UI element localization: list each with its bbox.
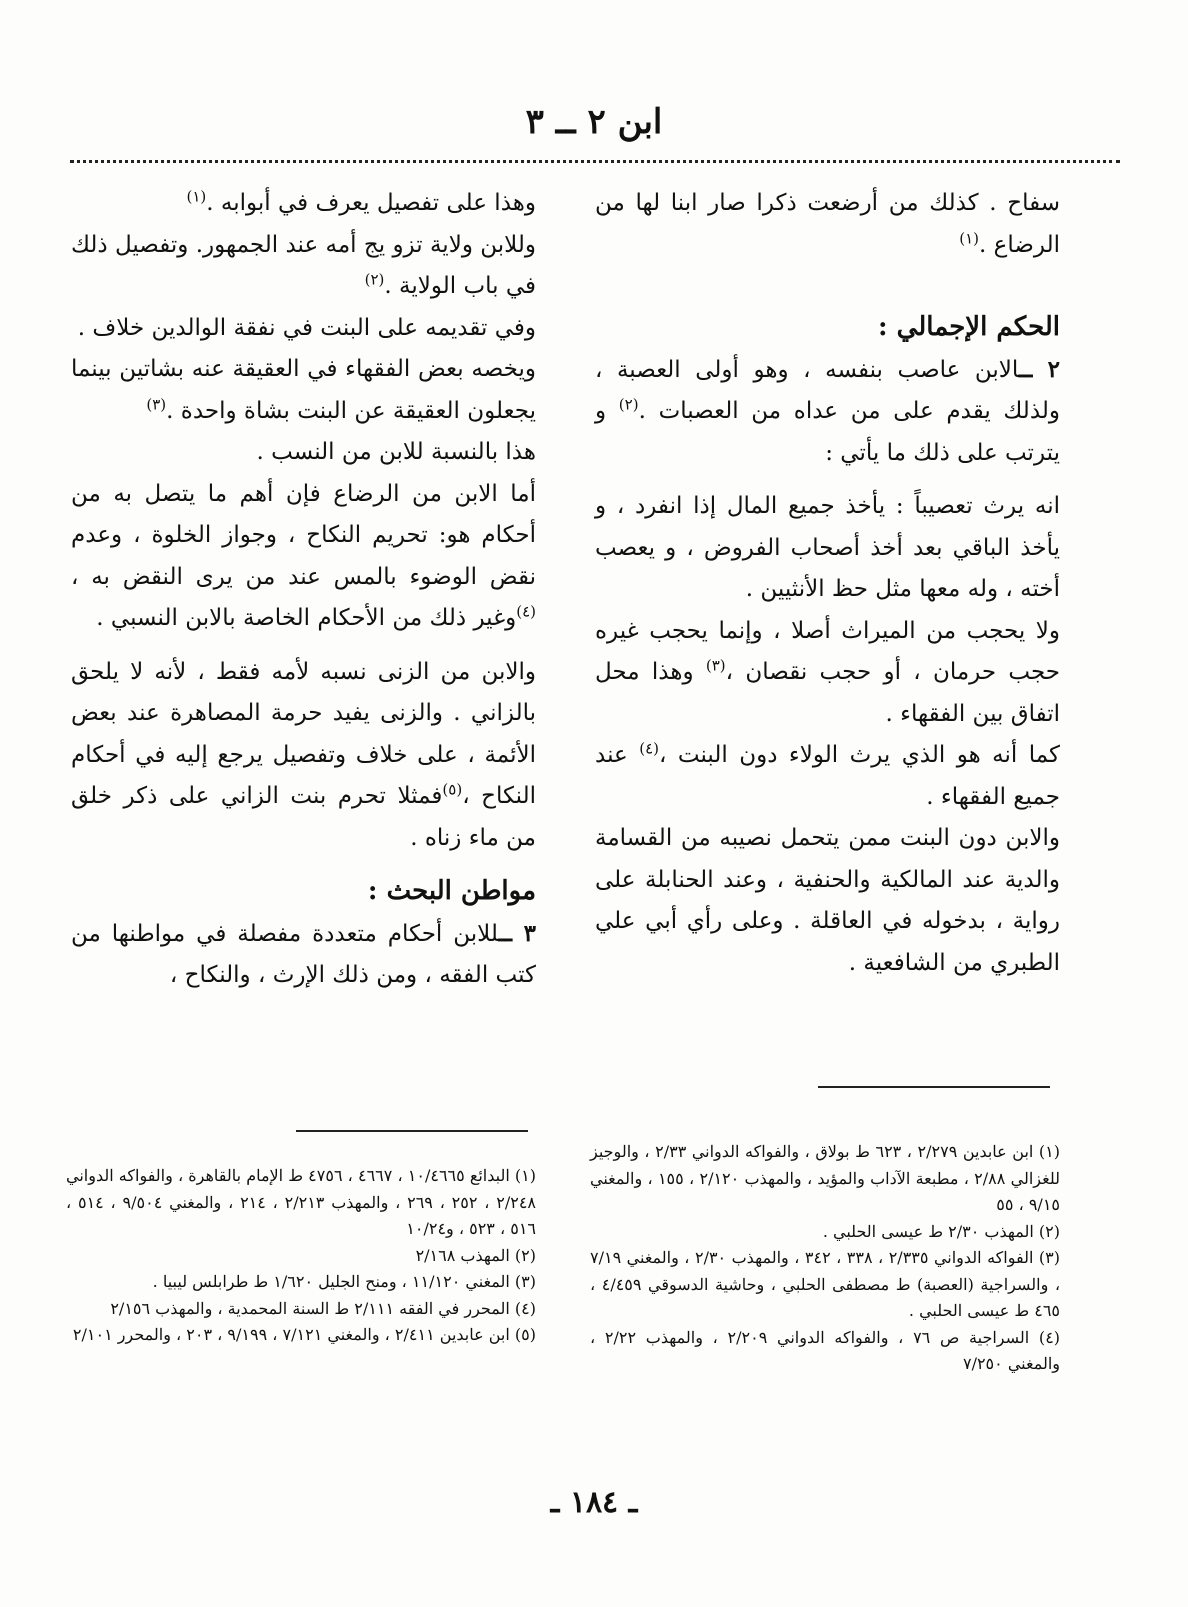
- section-heading: مواطن البحث :: [367, 876, 536, 906]
- page-header: ابن ٢ ــ ٣: [525, 102, 663, 142]
- footnotes-right: [590, 1139, 1060, 1378]
- left-column: [71, 183, 536, 997]
- footnotes-left: [66, 1163, 536, 1349]
- footnote-separator-right: [818, 1086, 1050, 1088]
- footnote: (١) ابن عابدين ٢/٢٧٩ ، ٦٢٣ ط بولاق ، والفواكه الدواني ٢/٣٣ ، والوجيز للغزالي ٢/٨٨ ، مطبعة الآداب والمؤيد ، والمهذب ٢/١٢٠ ، ١٥٥ ، والمغني ٩/١٥ ، ٥٥: [590, 1142, 1061, 1214]
- paragraph: ٣ ــللابن أحكام متعددة مفصلة في مواطنها من كتب الفقه ، ومن ذلك الإرث ، والنكاح ،: [71, 919, 536, 988]
- right-column: [595, 183, 1060, 984]
- footnote: (٢) المهذب ٢/١٦٨: [415, 1245, 536, 1265]
- paragraph: هذا بالنسبة للابن من النسب .: [256, 439, 536, 465]
- footnote-separator-left: [296, 1130, 528, 1132]
- paragraph: والابن دون البنت ممن يتحمل نصيبه من القسامة والدية عند المالكية والحنفية ، وعند الحنابلة على رواية ، بدخوله في العاقلة . وعلى رأي أبي علي الطبري من الشافعية .: [595, 825, 1060, 976]
- footnote: (٢) المهذب ٢/٣٠ ط عيسى الحلبي .: [822, 1221, 1060, 1241]
- section-heading: الحكم الإجمالي :: [878, 312, 1060, 342]
- footnote: (١) البدائع ١٠/٤٦٦٥ ، ٤٦٦٧ ، ٤٧٥٦ ط الإمام بالقاهرة ، والفواكه الدواني ٢/٢٤٨ ، ٢٥٢ ، ٢٦٩ ، والمهذب ٢/٢١٣ ، ٢١٤ ، والمغني ٩/٥٠٤ ، ٥١٤ ، ٥١٦ ، ٥٢٣ ، و١٠/٢٤: [66, 1166, 537, 1238]
- paragraph: وهذا على تفصيل يعرف في أبوابه .$^{(١)}$: [186, 187, 536, 216]
- header-dotted-rule: [70, 160, 1120, 163]
- page-number: ـ ١٨٤ ـ: [550, 1485, 638, 1520]
- paragraph: ٢ ــالابن عاصب بنفسه ، وهو أولى العصبة ، ولذلك يقدم على من عداه من العصبات .$^{(٢)}$ و يترتب على ذلك ما يأتي :: [595, 355, 1061, 466]
- footnote: (٤) المحرر في الفقه ٢/١١١ ط السنة المحمدية ، والمهذب ٢/١٥٦: [110, 1298, 536, 1318]
- paragraph: وللابن ولاية تزو يج أمه عند الجمهور. وتفصيل ذلك في باب الولاية .$^{(٢)}$: [71, 231, 536, 299]
- paragraph: انه يرث تعصيباً : يأخذ جميع المال إذا انفرد ، و يأخذ الباقي بعد أخذ أصحاب الفروض ، و يعصب أخته ، وله معها مثل حظ الأنثيين .: [595, 493, 1060, 602]
- paragraph: وفي تقديمه على البنت في نفقة الوالدين خلاف .: [77, 314, 536, 341]
- footnote: (٥) ابن عابدين ٢/٤١١ ، والمغني ٧/١٢١ ، ٩/١٩٩ ، ٢٠٣ ، والمحرر ٢/١٠١: [72, 1325, 536, 1344]
- paragraph: والابن من الزنى نسبه لأمه فقط ، لأنه لا يلحق بالزاني . والزنى يفيد حرمة المصاهرة عند بعض الأئمة ، على خلاف وتفصيل يرجع إليه في أحكام النكاح ،$^{(٥)}$فمثلا تحرم بنت الزاني على ذكر خلق من ماء زناه .: [71, 658, 536, 851]
- paragraph: أما الابن من الرضاع فإن أهم ما يتصل به من أحكام هو: تحريم النكاح ، وجواز الخلوة ، وعدم نقض الوضوء بالمس عند من يرى النقض به ،$^{(٤)}$وغير ذلك من الأحكام الخاصة بالابن النسبي .: [71, 480, 536, 631]
- paragraph: كما أنه هو الذي يرث الولاء دون البنت ،$^{(٤)}$ عند جميع الفقهاء .: [595, 739, 1060, 810]
- footnote: (٣) الفواكه الدواني ٢/٣٣٥ ، ٣٣٨ ، ٣٤٢ ، والمهذب ٢/٣٠ ، والمغني ٧/١٩ ، والسراجية (العصبة) ط مصطفى الحلبي ، وحاشية الدسوقي ٤/٤٥٩ ، ٤٦٥ ط عيسى الحلبي .: [590, 1248, 1061, 1320]
- paragraph: سفاح . كذلك من أرضعت ذكرا صار ابنا لها من الرضاع .$^{(١)}$: [595, 190, 1060, 258]
- paragraph: ويخصه بعض الفقهاء في العقيقة عنه بشاتين بينما يجعلون العقيقة عن البنت بشاة واحدة .$^{(٣)}$: [71, 356, 536, 424]
- paragraph: ولا يحجب من الميراث أصلا ، وإنما يحجب غيره حجب حرمان ، أو حجب نقصان ،$^{(٣)}$ وهذا محل اتفاق بين الفقهاء .: [595, 617, 1061, 727]
- footnote: (٣) المغني ١١/١٢٠ ، ومنح الجليل ١/٦٢٠ ط طرابلس ليبيا .: [152, 1272, 536, 1291]
- footnote: (٤) السراجية ص ٧٦ ، والفواكه الدواني ٢/٢٠٩ ، والمهذب ٢/٢٢ ، والمغني ٧/٢٥٠: [590, 1327, 1061, 1373]
